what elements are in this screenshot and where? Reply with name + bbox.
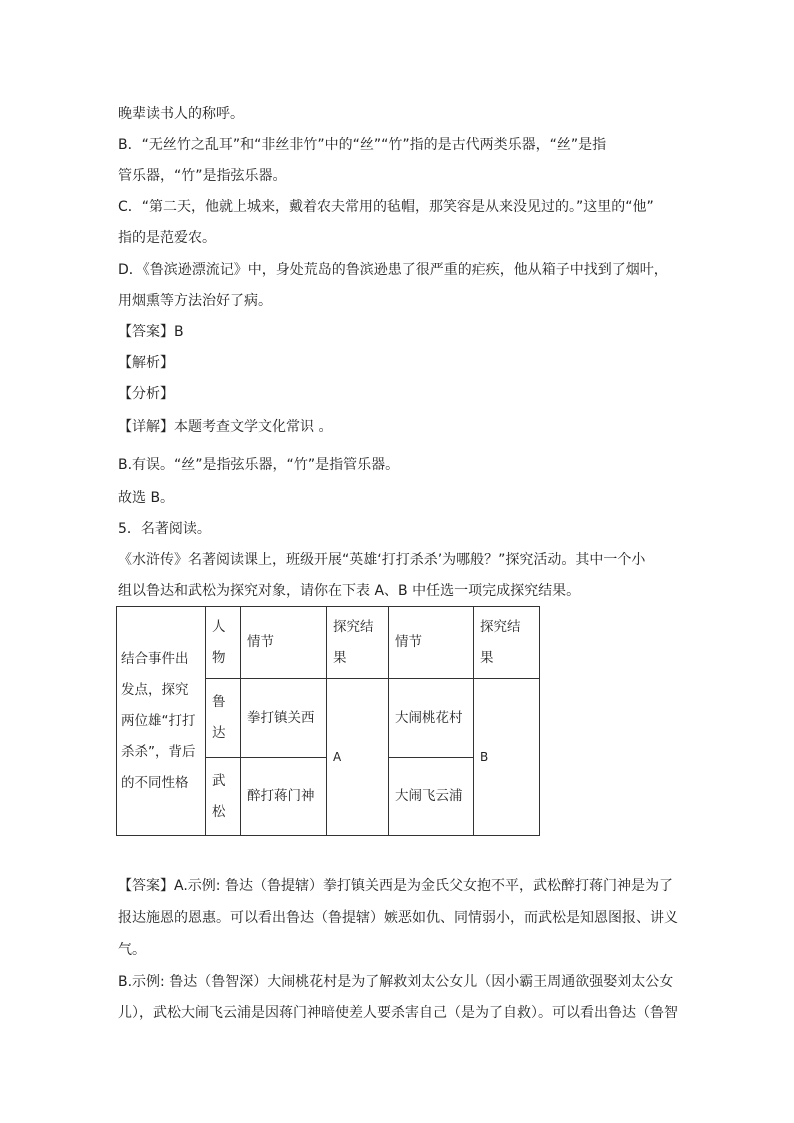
plot-luda-b: 大闹桃花村 xyxy=(389,679,474,758)
header-plot-b: 情节 xyxy=(389,607,474,679)
answer-line: 气。 xyxy=(118,942,146,958)
person-wusong: 武松 xyxy=(206,758,241,836)
text-line: 管乐器，“竹”是指弦乐器。 xyxy=(118,168,287,184)
text-line: B．“无丝竹之乱耳”和“非丝非竹”中的“丝”“竹”指的是古代两类乐器，“丝”是指 xyxy=(118,137,607,153)
text-line: C．“第二天，他就上城来，戴着农夫常用的毡帽，那笑容是从来没见过的。”这里的“他” xyxy=(118,199,654,215)
plot-wusong-a: 醉打蒋门神 xyxy=(241,758,327,836)
text-line: 故选 B。 xyxy=(118,490,175,506)
text-line: 指的是范爱农。 xyxy=(118,230,216,246)
answer-label: 【答案】B xyxy=(118,324,184,340)
plot-wusong-b: 大闹飞云浦 xyxy=(389,758,474,836)
fenxi-label: 【分析】 xyxy=(118,386,174,402)
text-line: 用烟熏等方法治好了病。 xyxy=(118,293,272,309)
person-luda: 鲁达 xyxy=(206,679,241,758)
text-line: 晚辈读书人的称呼。 xyxy=(118,106,244,122)
answer-line: 儿），武松大闹飞云浦是因蒋门神暗使差人要杀害自己（是为了自救）。可以看出鲁达（鲁智 xyxy=(118,1005,678,1021)
header-person: 人物 xyxy=(206,607,241,679)
text-line: D．《鲁滨逊漂流记》中，身处荒岛的鲁滨逊患了很严重的疟疾，他从箱子中找到了烟叶， xyxy=(118,262,668,278)
table-description: 结合事件出发点，探究两位雄“打打杀杀”，背后的不同性格 xyxy=(117,607,206,836)
exploration-table xyxy=(116,606,540,836)
result-a-cell: A xyxy=(327,679,389,836)
result-b-cell: B xyxy=(474,679,540,836)
text-line: 《水浒传》名著阅读课上，班级开展“英雄‘打打杀杀’为哪般？”探究活动。其中一个小 xyxy=(118,552,646,568)
plot-luda-a: 拳打镇关西 xyxy=(241,679,327,758)
text-line: B.有误。“丝”是指弦乐器，“竹”是指管乐器。 xyxy=(118,457,400,473)
answer-line: 【答案】A.示例: 鲁达（鲁提辖）拳打镇关西是为金氏父女抱不平，武松醉打蒋门神是为了 xyxy=(118,878,673,894)
header-result-a: 探究结果 xyxy=(327,607,389,679)
header-result-b: 探究结果 xyxy=(474,607,540,679)
header-plot-a: 情节 xyxy=(241,607,327,679)
detail-line: 【详解】本题考查文学文化常识 。 xyxy=(118,419,333,435)
question-title: 5．名著阅读。 xyxy=(118,521,211,537)
analysis-label: 【解析】 xyxy=(118,355,174,371)
answer-line: 报达施恩的恩惠。可以看出鲁达（鲁提辖）嫉恶如仇、同情弱小，而武松是知恩图报、讲义 xyxy=(118,910,678,926)
text-line: 组以鲁达和武松为探究对象，请你在下表 A、B 中任选一项完成探究结果。 xyxy=(118,583,581,599)
answer-line: B.示例: 鲁达（鲁智深）大闹桃花村是为了解救刘太公女儿（因小霸王周通欲强娶刘太公女 xyxy=(118,974,674,990)
